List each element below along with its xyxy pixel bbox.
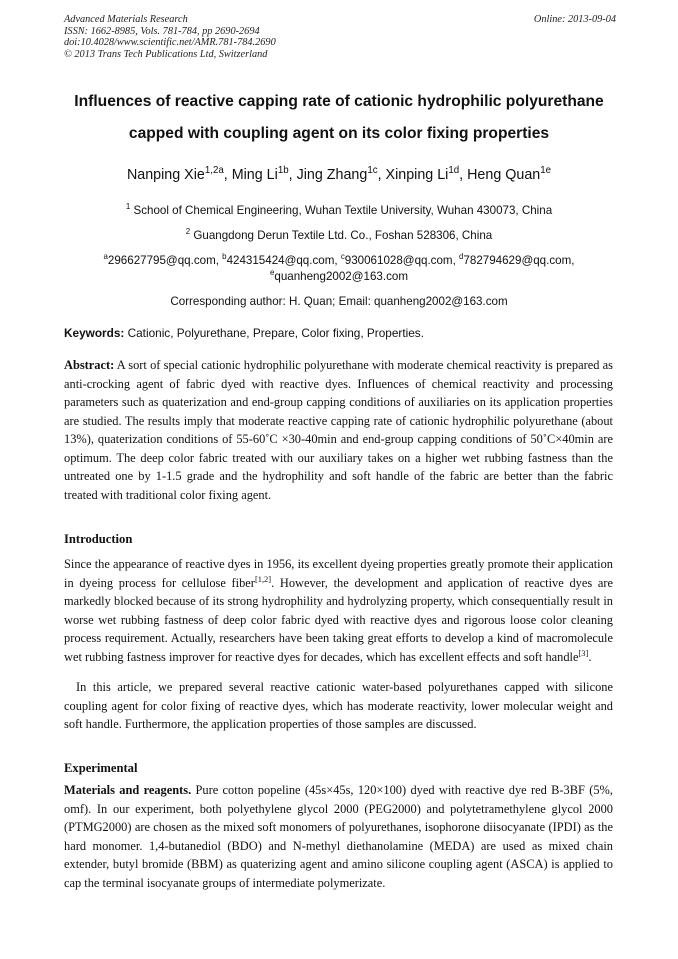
affiliation-1: $^1$ School of Chemical Engineering, Wuhan Textile University, Wuhan 430073, China [125, 202, 553, 217]
author: Heng Quan$^{1e}$ [467, 165, 552, 183]
copyright-line: © 2013 Trans Tech Publications Ltd, Switzerland [64, 48, 268, 60]
introduction-paragraph-1: Since the appearance of reactive dyes in 1956, its excellent dyeing properties greatly promote their application in dyeing process for cellulose fiber[1,2]. However, the development and application of reactive dyes are markedly blocked because of its strong hydrophility and hydrolyzing property, which consequentially result in worse wet rubbing fastness of deep color fabric dyed with reactive dyes and rigorous loose color cleaning process requirement. Actually, researchers have been taking great efforts to develop a kind of macromolecule wet rubbing fastness improver for reactive dyes for decades, which has excellent effects and soft handle[3]. [64, 557, 613, 664]
author: Ming $Li^{1b}$, [231, 165, 297, 183]
paper-title-line-1: Influences of reactive capping rate of cationic hydrophilic polyurethane [74, 93, 604, 110]
author-emails: $^a$296627795@qq.com, $^b$424315424@qq.com, $^c$930061028@qq.com, $^d$782794629@qq.com, [103, 252, 575, 267]
section-heading-experimental: Experimental [64, 761, 138, 775]
author: Nanping Xie$^{1,2a}$, [126, 165, 232, 183]
journal-name: Advanced Materials Research [64, 14, 188, 25]
materials-paragraph: Materials and reagents. Pure cotton popeline (45s×45s, 120×100) dyed with reactive dye red B-3BF (5%, omf). In our experiment, both polyethylene glycol 2000 (PEG2000) and polytetramethylene glycol 2000 (PTMG2000) are chosen as the mixed soft monomers of polyurethanes, isophorone diisocyanate (IPDI) as the hard monomer. 1,4-butanediol (BDO) and N-methyl diethanolamine (MEDA) are used as mixed chain extender, butyl bromide (BBM) as quaterizing agent and amino silicone coupling agent (ASCA) is applied to cap the terminal isocyanate groups of intermediate polymerizate. [64, 783, 613, 890]
abstract: Abstract: A sort of special cationic hydrophilic polyurethane with moderate chemical reactivity is prepared as anti-crocking agent of fabric dyed with reactive dyes. Influences of chemical reactivity and processing parameters such as quaterization and end-group capping conditions of auxiliaries on its application properties are studied. The results imply that moderate reactive capping rate of cationic hydrophilic polyurethane (about 13%), quaterization conditions of 55-60˚C ×30-40min and end-group capping conditions of 50˚C×40min are optimum. The deep color fabric treated with our auxiliary takes on a higher wet rubbing fastness than the untreated one by 1-1.5 grade and the hydrophility and soft handle of the fabric are better than the fabric treated with traditional color fixing agent. [64, 358, 613, 502]
corresponding-author: Corresponding author: H. Quan; Email: quanheng2002@163.com [170, 295, 508, 308]
author: Jing Zhang$^{1c}$, [296, 165, 386, 183]
author: Xinping $Li^{1d}$, [385, 165, 468, 183]
affiliation-2: $^2$ Guangdong Derun Textile Ltd. Co., Foshan 528306, China [185, 227, 493, 242]
introduction-paragraph-2: In this article, we prepared several reactive cationic water-based polyurethanes capped with silicone coupling agent for color fixing of reactive dyes, which has moderate reactivity, lower molecular weight and soft handle. Furthermore, the application properties of those samples are discussed. [64, 680, 613, 731]
section-heading-introduction: Introduction [64, 532, 133, 546]
journal-header [64, 14, 616, 60]
doi-line: doi:10.4028/www.scientific.net/AMR.781-784.2690 [64, 37, 276, 49]
author-list [40, 167, 638, 183]
keywords: Keywords: Cationic, Polyurethane, Prepare, Color fixing, Properties. [64, 326, 424, 340]
issn-line: ISSN: 1662-8985, Vols. 781-784, pp 2690-2694 [64, 25, 260, 37]
online-date: Online: 2013-09-04 [533, 14, 616, 25]
author-email-e: $^e$quanheng2002@163.com [269, 268, 408, 283]
paper-title-line-2: capped with coupling agent on its color fixing properties [128, 125, 550, 142]
